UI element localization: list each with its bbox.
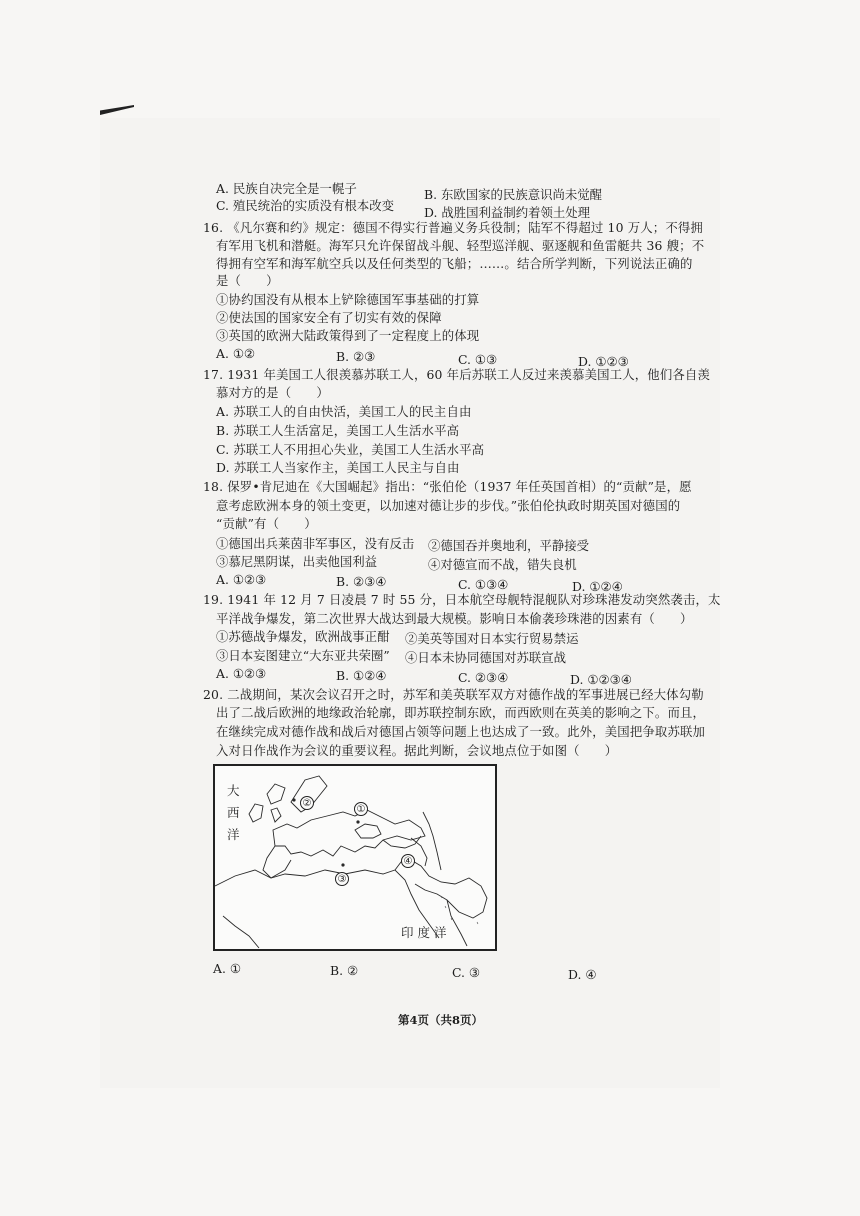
q17-stem-line: 慕对方的是（ ） bbox=[216, 385, 329, 400]
map-marker-1: ① bbox=[354, 802, 368, 816]
q17-option-a: A. 苏联工人的自由快活，美国工人的民主自由 bbox=[216, 404, 472, 419]
q20-option-a: A. ① bbox=[213, 961, 241, 976]
q18-statement: ④对德宣而不战，错失良机 bbox=[428, 557, 577, 572]
q20-stem-line: 在继续完成对德作战和战后对德国占领等问题上也达成了一致。此外，美国把争取苏联加 bbox=[216, 724, 706, 739]
scan-artifact-mark bbox=[100, 105, 134, 115]
q18-stem-line: 意考虑欧洲本身的领土变更，以加速对德让步的步伐。”张伯伦执政时期英国对德国的 bbox=[216, 498, 681, 513]
q18-option-b: B. ②③④ bbox=[336, 574, 387, 589]
map-coastlines bbox=[215, 766, 495, 949]
q19-statement: ③日本妄图建立“大东亚共荣圈” bbox=[216, 648, 390, 663]
q16-statement: ②使法国的国家安全有了切实有效的保障 bbox=[216, 310, 442, 325]
q16-stem-line: 是（ ） bbox=[216, 273, 279, 288]
q19-statement: ②美英等国对日本实行贸易禁运 bbox=[405, 631, 579, 646]
q18-stem-line: 18. 保罗•肯尼迪在《大国崛起》指出：“张伯伦（1937 年任英国首相）的“贡献”是，愿 bbox=[203, 479, 692, 494]
q18-stem-line: “贡献”有（ ） bbox=[216, 516, 317, 531]
q16-option-c: C. ①③ bbox=[458, 352, 498, 367]
map-marker-2: ② bbox=[300, 796, 314, 810]
q18-option-d: D. ①②④ bbox=[572, 579, 623, 594]
q16-option-d: D. ①②③ bbox=[578, 354, 629, 369]
q20-stem-line: 出了二战后欧洲的地缘政治轮廓，即苏联控制东欧，而西欧则在英美的影响之下。而且， bbox=[216, 705, 706, 720]
q20-stem-line: 入对日作战作为会议的重要议程。据此判断，会议地点位于如图（ ） bbox=[216, 743, 618, 758]
atlantic-ocean-label-char: 西 bbox=[227, 805, 240, 820]
q17-option-b: B. 苏联工人生活富足，美国工人生活水平高 bbox=[216, 423, 460, 438]
q17-stem-line: 17. 1931 年美国工人很羡慕苏联工人，60 年后苏联工人反过来羡慕美国工人，他们各自羡 bbox=[203, 367, 711, 382]
q16-option-b: B. ②③ bbox=[336, 349, 376, 364]
q16-stem-line: 16. 《凡尔赛和约》规定：德国不得实行普遍义务兵役制；陆军不得超过 10 万人；不得拥 bbox=[203, 220, 703, 235]
q19-option-a: A. ①②③ bbox=[216, 666, 267, 681]
q17-option-d: D. 苏联工人当家作主，美国工人民主与自由 bbox=[216, 460, 460, 475]
map-marker-3: ③ bbox=[335, 872, 349, 886]
q19-statement: ④日本未协同德国对苏联宣战 bbox=[405, 650, 567, 665]
q16-statement: ③英国的欧洲大陆政策得到了一定程度上的体现 bbox=[216, 328, 480, 343]
q20-option-d: D. ④ bbox=[568, 967, 597, 982]
q16-statement: ①协约国没有从根本上铲除德国军事基础的打算 bbox=[216, 292, 480, 307]
q18-statement: ①德国出兵莱茵非军事区，没有反击 bbox=[216, 536, 415, 551]
q20-option-c: C. ③ bbox=[452, 965, 481, 980]
q16-stem-line: 有军用飞机和潜艇。海军只允许保留战斗舰、轻型巡洋舰、驱逐舰和鱼雷艇共 36 艘；不 bbox=[216, 238, 705, 253]
q15-option-d: D. 战胜国利益制约着领土处理 bbox=[424, 205, 591, 220]
q19-statement: ①苏德战争爆发，欧洲战事正酣 bbox=[216, 629, 390, 644]
q16-option-a: A. ①② bbox=[216, 346, 256, 361]
q18-statement: ②德国吞并奥地利，平静接受 bbox=[428, 538, 590, 553]
indian-ocean-label: 印 度 洋 bbox=[401, 925, 447, 940]
q18-statement: ③慕尼黑阴谋，出卖他国利益 bbox=[216, 554, 378, 569]
q18-option-c: C. ①③④ bbox=[458, 577, 509, 592]
q15-option-a: A. 民族自决完全是一幌子 bbox=[216, 181, 357, 196]
q19-option-d: D. ①②③④ bbox=[570, 672, 632, 687]
q15-option-c: C. 殖民统治的实质没有根本改变 bbox=[216, 198, 394, 213]
q19-option-c: C. ②③④ bbox=[458, 670, 509, 685]
map-marker-4: ④ bbox=[401, 854, 415, 868]
q19-option-b: B. ①②④ bbox=[336, 668, 387, 683]
europe-map bbox=[213, 764, 497, 951]
q16-stem-line: 得拥有空军和海军航空兵以及任何类型的飞船；……。结合所学判断，下列说法正确的 bbox=[216, 256, 693, 271]
q18-option-a: A. ①②③ bbox=[216, 572, 267, 587]
q17-option-c: C. 苏联工人不用担心失业，美国工人生活水平高 bbox=[216, 442, 485, 457]
q15-option-b: B. 东欧国家的民族意识尚未觉醒 bbox=[424, 187, 603, 202]
q20-option-b: B. ② bbox=[330, 963, 359, 978]
q19-stem-line: 19. 1941 年 12 月 7 日凌晨 7 时 55 分，日本航空母舰特混舰队对珍珠港发动突然袭击，太 bbox=[203, 592, 721, 607]
atlantic-ocean-label-char: 大 bbox=[227, 783, 240, 798]
atlantic-ocean-label-char: 洋 bbox=[227, 827, 240, 842]
page-number-footer: 第4页（共8页） bbox=[398, 1013, 484, 1027]
q19-stem-line: 平洋战争爆发，第二次世界大战达到最大规模。影响日本偷袭珍珠港的因素有（ ） bbox=[216, 611, 693, 626]
q20-stem-line: 20. 二战期间，某次会议召开之时，苏军和美英联军双方对德作战的军事进展已经大体勾勒 bbox=[203, 687, 704, 702]
